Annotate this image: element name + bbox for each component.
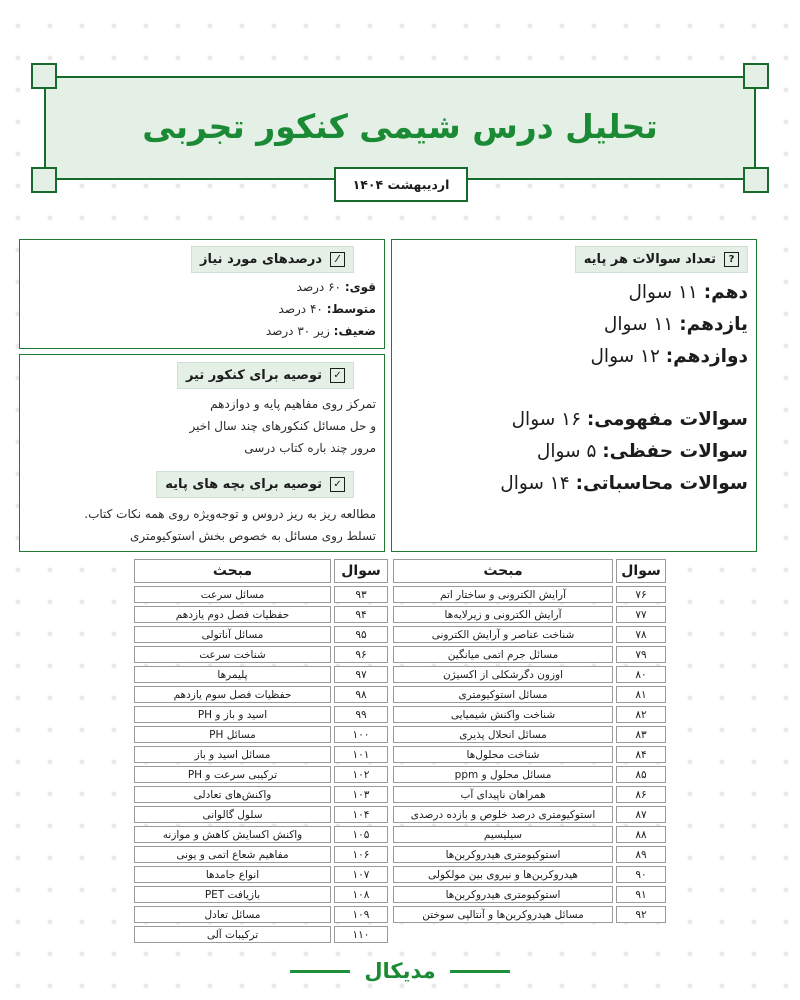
advice-tir-header	[177, 362, 354, 389]
topic-cell: پلیمرها	[134, 666, 331, 683]
table-row	[134, 866, 388, 883]
advice-base-line-2: تسلط روی مسائل به خصوص بخش استوکیومتری	[130, 529, 376, 543]
question-number-cell: ۸۱	[616, 686, 666, 703]
question-number-cell: ۸۵	[616, 766, 666, 783]
percent-weak-line: ضعیف: زیر ۳۰ درصد	[265, 324, 376, 338]
topic-cell: مسائل جرم اتمی میانگین	[393, 646, 613, 663]
brand-logo: مدیکال	[364, 959, 436, 983]
topic-cell: مسائل تعادل	[134, 906, 331, 923]
topic-cell: شناخت سرعت	[134, 646, 331, 663]
question-number-cell: ۸۷	[616, 806, 666, 823]
topic-cell: شناخت واکنش شیمیایی	[393, 706, 613, 723]
question-number-cell: ۹۷	[334, 666, 388, 683]
table-row	[393, 586, 666, 603]
topic-cell: همراهان ناپیدای آب	[393, 786, 613, 803]
topic-cell: استوکیومتری درصد خلوص و بازده درصدی	[393, 806, 613, 823]
question-number-cell: ۱۰۱	[334, 746, 388, 763]
date-badge: اردیبهشت ۱۴۰۴	[334, 167, 468, 202]
page-title: تحلیل درس شیمی کنکور تجربی	[142, 106, 658, 146]
question-number-cell: ۷۶	[616, 586, 666, 603]
table-row	[134, 706, 388, 723]
table-row	[393, 746, 666, 763]
advice-tir-line-2: و حل مسائل کنکورهای چند سال اخیر	[189, 419, 376, 433]
table-row	[393, 626, 666, 643]
table-row	[393, 666, 666, 683]
table-row	[134, 586, 388, 603]
question-number-cell: ۷۷	[616, 606, 666, 623]
questions-table-right	[393, 556, 666, 926]
table-row	[393, 906, 666, 923]
table-row	[393, 886, 666, 903]
question-number-cell: ۱۰۷	[334, 866, 388, 883]
table-row	[393, 866, 666, 883]
topic-cell: ترکیبات آلی	[134, 926, 331, 943]
question-number-cell: ۸۰	[616, 666, 666, 683]
topic-cell: مسائل محلول و ppm	[393, 766, 613, 783]
topic-cell: شناخت عناصر و آرایش الکترونی	[393, 626, 613, 643]
calculation-questions-line: سوالات محاسباتی: ۱۴ سوال	[500, 473, 748, 494]
question-number-cell: ۸۲	[616, 706, 666, 723]
check-icon: ✓	[330, 368, 345, 383]
topic-cell: مسائل آناتولی	[134, 626, 331, 643]
topic-cell: واکنش اکسایش کاهش و موازنه	[134, 826, 331, 843]
question-number-cell: ۱۰۶	[334, 846, 388, 863]
table-row	[134, 646, 388, 663]
question-number-cell: ۱۱۰	[334, 926, 388, 943]
question-number-cell: ۹۴	[334, 606, 388, 623]
table-row	[134, 606, 388, 623]
table-row	[393, 806, 666, 823]
column-header-question: سوال	[334, 559, 388, 583]
table-row	[134, 846, 388, 863]
questions-table-right-body	[393, 586, 666, 923]
topic-cell: آرایش الکترونی و زیرلایه‌ها	[393, 606, 613, 623]
question-number-cell: ۹۶	[334, 646, 388, 663]
question-number-cell: ۹۸	[334, 686, 388, 703]
advice-base-line-1: مطالعه ریز به ریز دروس و توجه‌ویژه روی همه نکات کتاب.	[84, 507, 376, 521]
advice-tir-line-1: تمرکز روی مفاهیم پایه و دوازدهم	[210, 397, 376, 411]
table-row	[393, 646, 666, 663]
topic-cell: اسید و باز و PH	[134, 706, 331, 723]
column-header-topic: مبحث	[393, 559, 613, 583]
question-number-cell: ۸۹	[616, 846, 666, 863]
topic-cell: مسائل سرعت	[134, 586, 331, 603]
table-header-row	[393, 559, 666, 583]
required-percent-title: درصدهای مورد نیاز	[200, 252, 322, 267]
question-number-cell: ۷۹	[616, 646, 666, 663]
column-header-topic: مبحث	[134, 559, 331, 583]
table-row	[134, 766, 388, 783]
table-row	[393, 686, 666, 703]
advice-panel	[19, 354, 385, 552]
table-row	[134, 826, 388, 843]
question-number-cell: ۱۰۳	[334, 786, 388, 803]
grade-10-line: دهم: ۱۱ سوال	[628, 282, 748, 303]
question-number-cell: ۱۰۴	[334, 806, 388, 823]
question-count-header	[575, 246, 748, 273]
table-row	[134, 686, 388, 703]
question-count-title: تعداد سوالات هر پایه	[583, 252, 716, 267]
table-row	[134, 926, 388, 943]
topic-cell: حفظیات فصل سوم یازدهم	[134, 686, 331, 703]
question-number-cell: ۷۸	[616, 626, 666, 643]
question-count-panel	[391, 239, 757, 552]
table-row	[393, 706, 666, 723]
questions-table-left-body	[134, 586, 388, 943]
advice-tir-line-3: مرور چند باره کتاب درسی	[244, 441, 376, 455]
required-percent-panel	[19, 239, 385, 349]
advice-tir-title: توصیه برای کنکور تیر	[185, 368, 322, 383]
topic-cell: حفظیات فصل دوم یازدهم	[134, 606, 331, 623]
topic-cell: انواع جامدها	[134, 866, 331, 883]
table-row	[393, 786, 666, 803]
percent-strong-line: قوی: ۶۰ درصد	[296, 280, 376, 294]
table-row	[134, 906, 388, 923]
question-number-cell: ۹۳	[334, 586, 388, 603]
check-icon: ✓	[330, 477, 345, 492]
grade-11-line: یازدهم: ۱۱ سوال	[603, 314, 748, 335]
question-number-cell: ۱۰۵	[334, 826, 388, 843]
table-row	[134, 886, 388, 903]
topic-cell: سلول گالوانی	[134, 806, 331, 823]
question-number-cell: ۱۰۲	[334, 766, 388, 783]
question-number-cell: ۹۱	[616, 886, 666, 903]
grade-12-line: دوازدهم: ۱۲ سوال	[590, 346, 748, 367]
topic-cell: مسائل اسید و باز	[134, 746, 331, 763]
topic-cell: مسائل PH	[134, 726, 331, 743]
advice-base-header	[156, 471, 354, 498]
question-number-cell: ۸۸	[616, 826, 666, 843]
question-icon: ?	[724, 252, 739, 267]
questions-table-left	[134, 556, 388, 946]
question-number-cell: ۸۶	[616, 786, 666, 803]
percent-medium-line: متوسط: ۴۰ درصد	[278, 302, 376, 316]
topic-cell: هیدروکربن‌ها و نیروی بین مولکولی	[393, 866, 613, 883]
question-number-cell: ۸۴	[616, 746, 666, 763]
table-row	[134, 626, 388, 643]
topic-cell: واکنش‌های تعادلی	[134, 786, 331, 803]
table-header-row	[134, 559, 388, 583]
question-number-cell: ۱۰۸	[334, 886, 388, 903]
table-row	[393, 846, 666, 863]
table-row	[134, 786, 388, 803]
topic-cell: مفاهیم شعاع اتمی و یونی	[134, 846, 331, 863]
topic-cell: سیلیسیم	[393, 826, 613, 843]
topic-cell: شناخت محلول‌ها	[393, 746, 613, 763]
topic-cell: اوزون دگرشکلی از اکسیژن	[393, 666, 613, 683]
topic-cell: استوکیومتری هیدروکربن‌ها	[393, 846, 613, 863]
question-number-cell: ۹۵	[334, 626, 388, 643]
table-row	[393, 826, 666, 843]
question-number-cell: ۹۲	[616, 906, 666, 923]
question-number-cell: ۹۹	[334, 706, 388, 723]
topic-cell: مسائل استوکیومتری	[393, 686, 613, 703]
conceptual-questions-line: سوالات مفهومی: ۱۶ سوال	[511, 409, 748, 430]
table-row	[134, 806, 388, 823]
question-number-cell: ۸۳	[616, 726, 666, 743]
table-row	[134, 746, 388, 763]
topic-cell: مسائل انحلال پذیری	[393, 726, 613, 743]
topic-cell: بازیافت PET	[134, 886, 331, 903]
table-row	[393, 726, 666, 743]
column-header-question: سوال	[616, 559, 666, 583]
question-number-cell: ۹۰	[616, 866, 666, 883]
table-row	[393, 766, 666, 783]
required-percent-header	[191, 246, 354, 273]
table-row	[134, 726, 388, 743]
question-number-cell: ۱۰۰	[334, 726, 388, 743]
table-row	[393, 606, 666, 623]
topic-cell: آرایش الکترونی و ساختار اتم	[393, 586, 613, 603]
topic-cell: مسائل هیدروکربن‌ها و آنتالپی سوختن	[393, 906, 613, 923]
question-number-cell: ۱۰۹	[334, 906, 388, 923]
table-row	[134, 666, 388, 683]
memorization-questions-line: سوالات حفظی: ۵ سوال	[536, 441, 748, 462]
topic-cell: استوکیومتری هیدروکربن‌ها	[393, 886, 613, 903]
topic-cell: ترکیبی سرعت و PH	[134, 766, 331, 783]
chart-icon: ⁄	[330, 252, 345, 267]
advice-base-title: توصیه برای بچه های پایه	[165, 477, 322, 492]
